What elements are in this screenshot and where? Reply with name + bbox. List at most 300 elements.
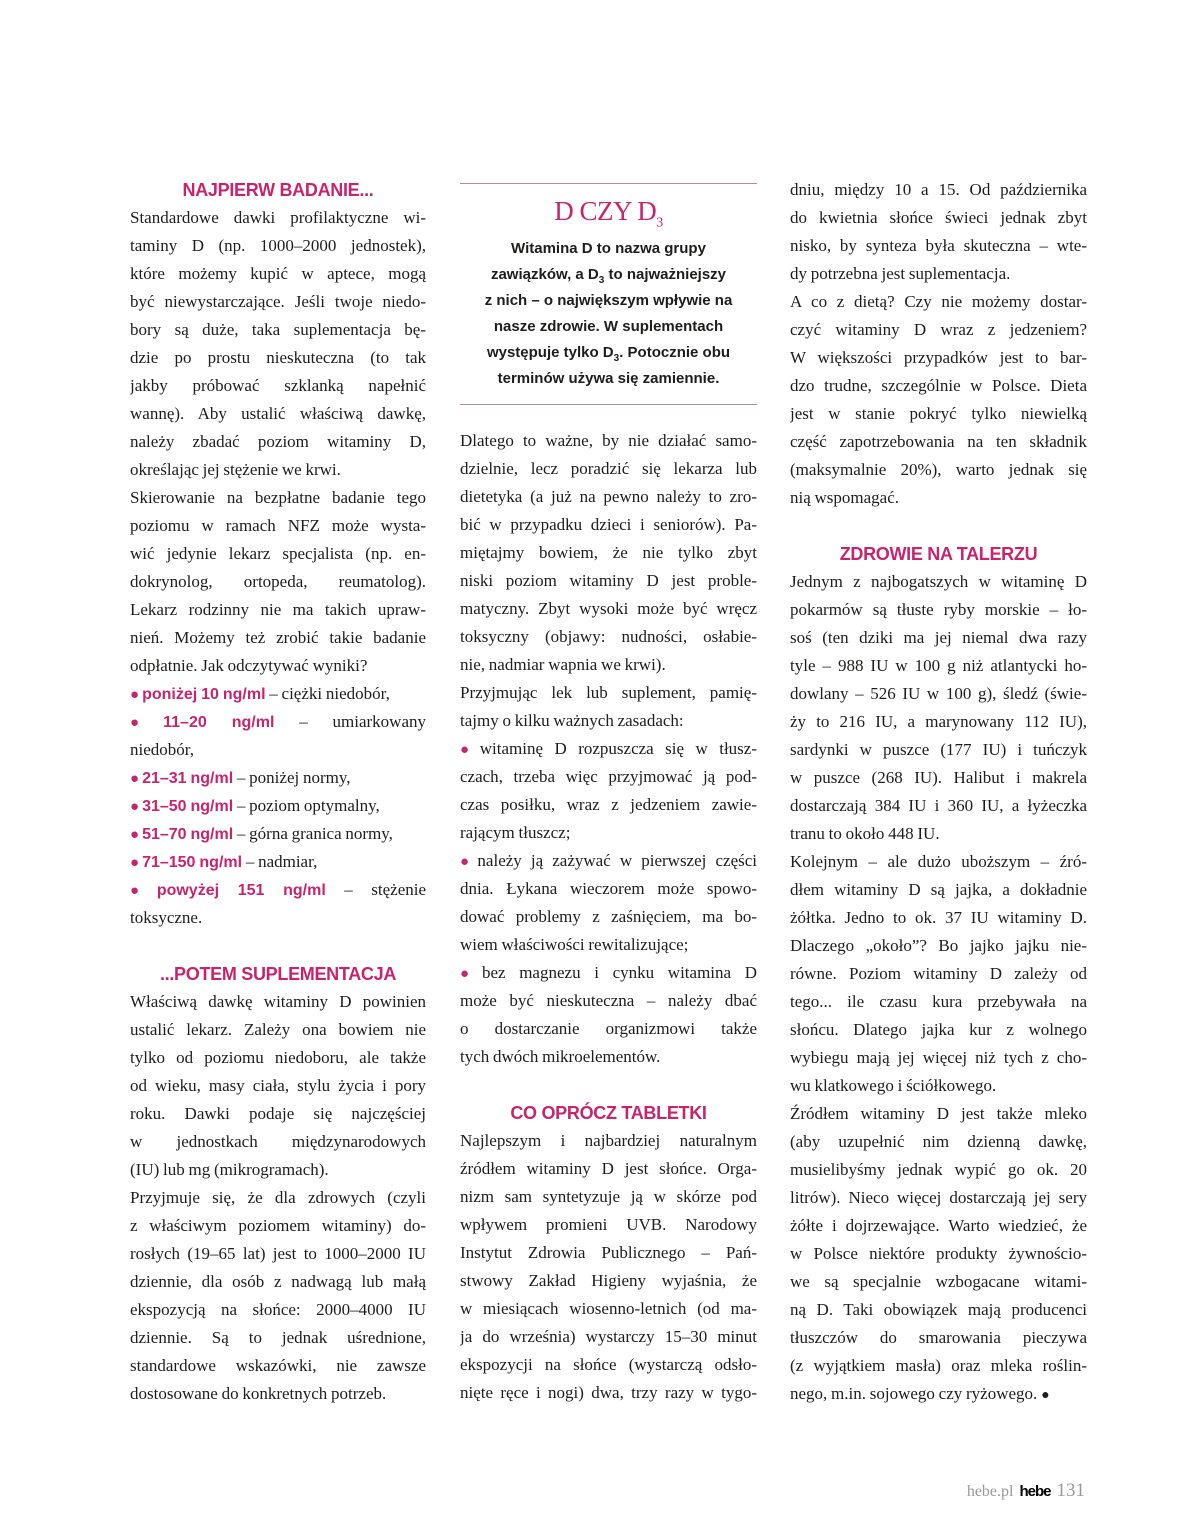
line-text: witaminę D rozpuszcza się w tłusz-: [479, 739, 757, 758]
line-text: dokrynolog, ortopeda, reumatolog).: [130, 572, 426, 591]
line-text: bić w przypadku dzieci i seniorów). Pa-: [460, 515, 757, 534]
line-text: nisko, by synteza była skuteczna – wte-: [790, 236, 1087, 255]
text-line: [790, 820, 1087, 848]
text-line: [790, 288, 1087, 316]
line-text: jakby próbować szklanką napełnić: [130, 376, 426, 395]
text-line: [790, 204, 1087, 232]
line-text: wić jedynie lekarz specjalista (np. en-: [130, 544, 426, 563]
line-text: żółte i dojrzewające. Warto wiedzieć, że: [790, 1216, 1087, 1235]
text-line: [130, 344, 426, 372]
text-line: [790, 1324, 1087, 1352]
line-text: – poziom optymalny,: [233, 796, 380, 815]
line-text: – ciężki niedobór,: [265, 684, 390, 703]
line-text: litrów). Nieco więcej dostarczają jej sery: [790, 1188, 1087, 1207]
text-line: [790, 848, 1087, 876]
text-line: [460, 1323, 757, 1351]
bullet-icon: ●: [130, 799, 140, 815]
text-line: [790, 484, 1087, 512]
highlight-range: poniżej 10 ng/ml: [142, 686, 266, 703]
highlight-range: 11–20 ng/ml: [163, 714, 275, 731]
line-text: odpłatnie. Jak odczytywać wyniki?: [130, 656, 368, 675]
text-line: [130, 792, 426, 820]
line-text: tych dwóch mikroelementów.: [460, 1047, 661, 1066]
line-text: dować problemy z zaśnięciem, ma bo-: [460, 907, 757, 926]
text-line: [790, 1016, 1087, 1044]
text-line: [790, 960, 1087, 988]
line-text: (aby uzupełnić nim dzienną dawkę,: [790, 1132, 1087, 1151]
bullet-item: [130, 764, 426, 792]
text-line: [460, 819, 757, 847]
box-text: z nich – o największym wpływie na: [484, 292, 733, 309]
text-line: [130, 904, 426, 932]
line-text: matyczny. Zbyt wysoki może być wręcz: [460, 599, 757, 618]
text-line: [790, 1128, 1087, 1156]
bullet-icon: ●: [460, 966, 479, 982]
bullet-icon: ●: [130, 883, 154, 899]
text-line: [460, 931, 757, 959]
box-line: [460, 314, 757, 340]
highlight-range: 31–50 ng/ml: [142, 798, 234, 815]
text-line: [130, 1268, 426, 1296]
text-line: [790, 596, 1087, 624]
line-text: dniu, między 10 a 15. Od października: [790, 180, 1087, 199]
text-line: [790, 876, 1087, 904]
line-text: W większości przypadków jest to bar-: [790, 348, 1087, 367]
line-text: bez magnezu i cynku witamina D: [481, 963, 757, 982]
text-line: [460, 1127, 757, 1155]
line-text: nią wspomagać.: [790, 488, 900, 507]
line-text: wpływem promieni UVB. Narodowy: [460, 1215, 757, 1234]
text-line: [460, 1211, 757, 1239]
bullet-item: [130, 876, 426, 932]
text-line: [790, 708, 1087, 736]
text-line: [130, 1380, 426, 1408]
line-text: równe. Poziom witaminy D zależy od: [790, 964, 1087, 983]
text-line: [130, 708, 426, 736]
text-line: [460, 1155, 757, 1183]
line-text: Instytut Zdrowia Publicznego – Pań-: [460, 1243, 757, 1262]
text-line: [130, 456, 426, 484]
line-text: dietetyka (a już na pewno należy to zro-: [460, 487, 757, 506]
section-heading: CO OPRÓCZ TABLETKI: [510, 1103, 707, 1123]
text-line: [790, 1212, 1087, 1240]
column-2: [460, 183, 757, 1407]
box-text: zawiązków, a D: [490, 266, 599, 283]
text-line: [790, 1380, 1087, 1408]
paragraph: [790, 568, 1087, 848]
line-text: być niewystarczające. Jeśli twoje niedo-: [130, 292, 426, 311]
box-title-text: D CZY D: [554, 196, 657, 226]
end-mark-icon: ●: [1041, 1388, 1050, 1403]
line-text: od wieku, masy ciała, stylu życia i pory: [130, 1076, 426, 1095]
text-line: [790, 988, 1087, 1016]
text-line: [460, 483, 757, 511]
text-line: [460, 1183, 757, 1211]
bullet-item: [130, 680, 426, 708]
text-line: [790, 568, 1087, 596]
line-text: tylko od poziomu niedoboru, ale także: [130, 1048, 426, 1067]
box-title-subscript: 3: [656, 215, 663, 231]
box-text: Witamina D to nazwa grupy: [511, 240, 706, 257]
box-text: nasze zdrowie. W suplementach: [493, 318, 724, 335]
line-text: dy potrzebna jest suplementacja.: [790, 264, 1011, 283]
line-text: Lekarz rodzinny nie ma takich upraw-: [130, 600, 426, 619]
text-line: [130, 820, 426, 848]
bullet-icon: ●: [460, 742, 477, 758]
text-line: [130, 1044, 426, 1072]
bullet-icon: ●: [130, 827, 140, 843]
text-line: [790, 624, 1087, 652]
paragraph: [790, 1100, 1087, 1408]
line-text: – stężenie: [325, 880, 426, 899]
line-text: toksyczne.: [130, 908, 203, 927]
line-text: dostarczają 384 IU i 360 IU, a łyżeczka: [790, 796, 1087, 815]
line-text: ustalić lekarz. Zależy ona bowiem nie: [130, 1020, 426, 1039]
text-line: [460, 679, 757, 707]
line-text: tłuszczów do smarowania pieczywa: [790, 1328, 1087, 1347]
line-text: dłem witaminy D są jajka, a dokładnie: [790, 880, 1087, 899]
text-line: [460, 539, 757, 567]
line-text: wiem właściwości rewitalizujące;: [460, 935, 689, 954]
line-text: poziomu w ramach NFZ może wysta-: [130, 516, 426, 535]
line-text: z właściwym poziomem witaminy) do-: [130, 1216, 426, 1235]
paragraph: [790, 288, 1087, 512]
text-line: [790, 1184, 1087, 1212]
line-text: stwowy Zakład Higieny wyjaśnia, że: [460, 1271, 757, 1290]
line-text: dowlany – 526 IU w 100 g), śledź (świe-: [790, 684, 1087, 703]
text-line: [460, 735, 757, 763]
text-line: [460, 903, 757, 931]
line-text: Właściwą dawkę witaminy D powinien: [130, 992, 426, 1011]
line-text: Przyjmując lek lub suplement, pamię-: [460, 683, 757, 702]
text-line: [460, 1015, 757, 1043]
line-text: – poniżej normy,: [233, 768, 351, 787]
box-text: występuje tylko D: [486, 344, 614, 361]
box-text: to najważniejszy: [604, 266, 727, 283]
line-text: dzo trudne, szczególnie w Polsce. Dieta: [790, 376, 1087, 395]
text-line: [460, 763, 757, 791]
text-line: [790, 736, 1087, 764]
line-text: jest w stanie pokryć tylko niewielką: [790, 404, 1087, 423]
line-text: tego... ile czasu kura przebywała na: [790, 992, 1087, 1011]
text-line: [460, 511, 757, 539]
paragraph: [460, 1127, 757, 1407]
line-text: (IU) lub mg (mikrogramach).: [130, 1160, 329, 1179]
text-line: [130, 1240, 426, 1268]
box-line: [460, 366, 757, 392]
line-text: Skierowanie na bezpłatne badanie tego: [130, 488, 426, 507]
line-text: – nadmiar,: [242, 852, 318, 871]
line-text: żółtka. Jedno to ok. 37 IU witaminy D.: [790, 908, 1087, 927]
line-text: wu klatkowego i ściółkowego.: [790, 1076, 997, 1095]
text-line: [790, 428, 1087, 456]
box-line: [460, 340, 757, 366]
box-line: [460, 288, 757, 314]
text-line: [790, 176, 1087, 204]
line-text: soś (ten dziki ma jej niemal dwa razy: [790, 628, 1087, 647]
sidebar-box: [460, 183, 757, 405]
text-line: [790, 792, 1087, 820]
line-text: dnia. Łykana wieczorem może spowo-: [460, 879, 757, 898]
text-line: [130, 288, 426, 316]
paragraph: [130, 204, 426, 484]
line-text: dostosowane do konkretnych potrzeb.: [130, 1384, 387, 1403]
text-line: [790, 1156, 1087, 1184]
text-line: [460, 651, 757, 679]
bullet-item: [460, 959, 757, 1071]
box-line: [460, 262, 757, 288]
text-line: [130, 316, 426, 344]
bullet-icon: ●: [130, 687, 140, 703]
line-text: we są specjalnie wzbogacane witami-: [790, 1272, 1087, 1291]
text-line: [460, 959, 757, 987]
column-1: [130, 176, 426, 1408]
line-text: Dlaczego „około”? Bo jajko jajku nie-: [790, 936, 1087, 955]
line-text: nego, m.in. sojowego czy ryżowego.: [790, 1384, 1038, 1403]
line-text: dziennie. Są to jednak uśrednione,: [130, 1328, 426, 1347]
text-line: [130, 428, 426, 456]
text-line: [790, 1100, 1087, 1128]
line-text: tranu to około 448 IU.: [790, 824, 940, 843]
text-line: [130, 1016, 426, 1044]
text-line: [790, 400, 1087, 428]
line-text: należy ją zażywać w pierwszej części: [477, 851, 757, 870]
line-text: nie, nadmiar wapnia we krwi).: [460, 655, 666, 674]
text-line: [790, 372, 1087, 400]
line-text: ży to 216 IU, a marynowany 112 IU),: [790, 712, 1087, 731]
bullet-item: [130, 848, 426, 876]
text-line: [130, 1296, 426, 1324]
line-text: toksyczny (objawy: nudności, osłabie-: [460, 627, 757, 646]
text-line: [460, 707, 757, 735]
text-line: [130, 1100, 426, 1128]
highlight-range: 21–31 ng/ml: [142, 770, 234, 787]
line-text: dzielnie, lecz poradzić się lekarza lub: [460, 459, 757, 478]
text-line: [460, 791, 757, 819]
text-line: [130, 624, 426, 652]
text-line: [130, 848, 426, 876]
text-line: [460, 1351, 757, 1379]
line-text: źródłem witaminy D jest słońce. Orga-: [460, 1159, 757, 1178]
line-text: bory są duże, taka suplementacja bę-: [130, 320, 426, 339]
text-line: [790, 1296, 1087, 1324]
text-line: [130, 736, 426, 764]
text-line: [790, 260, 1087, 288]
bullet-icon: ●: [130, 771, 140, 787]
text-line: [130, 568, 426, 596]
text-line: [130, 372, 426, 400]
line-text: które możemy kupić w aptece, mogą: [130, 264, 426, 283]
text-line: [130, 512, 426, 540]
text-line: [790, 764, 1087, 792]
line-text: określając jej stężenie we krwi.: [130, 460, 341, 479]
text-line: [130, 988, 426, 1016]
bullet-item: [130, 820, 426, 848]
line-text: wybiegu mają jej więcej niż tych z cho-: [790, 1048, 1087, 1067]
text-line: [460, 1239, 757, 1267]
line-text: należy zbadać poziom witaminy D,: [130, 432, 426, 451]
paragraph: [460, 679, 757, 735]
line-text: ekspozycji na słońce (wystarczą odsło-: [460, 1355, 757, 1374]
section-heading: ...POTEM SUPLEMENTACJA: [159, 964, 397, 984]
subscript: 3: [598, 275, 605, 286]
highlight-range: 71–150 ng/ml: [142, 854, 243, 871]
paragraph: [790, 848, 1087, 1100]
section-heading: NAJPIERW BADANIE...: [182, 180, 374, 200]
text-line: [460, 455, 757, 483]
line-text: – umiarkowany: [274, 712, 426, 731]
bullet-icon: ●: [130, 715, 161, 731]
paragraph: [130, 1184, 426, 1408]
page-number: 131: [1056, 1480, 1085, 1501]
line-text: wannę). Aby ustalić właściwą dawkę,: [130, 404, 426, 423]
line-text: może być nieskuteczna – należy dbać: [460, 991, 757, 1010]
text-line: [790, 652, 1087, 680]
bullet-item: [460, 847, 757, 959]
line-text: Przyjmuje się, że dla zdrowych (czyli: [130, 1188, 426, 1207]
line-text: standardowe wskazówki, nie zawsze: [130, 1356, 426, 1375]
line-text: w puszce (268 IU). Halibut i makrela: [790, 768, 1087, 787]
subscript: 3: [613, 353, 620, 364]
text-line: [460, 987, 757, 1015]
line-text: (z wyjątkiem masła) oraz mleka roślin-: [790, 1356, 1087, 1375]
text-line: [790, 344, 1087, 372]
line-text: rosłych (19–65 lat) jest to 1000–2000 IU: [130, 1244, 426, 1263]
text-line: [790, 456, 1087, 484]
text-line: [460, 427, 757, 455]
line-text: w miesiącach wiosenno-letnich (od ma-: [460, 1299, 757, 1318]
line-text: roku. Dawki podaje się najczęściej: [130, 1104, 426, 1123]
text-line: [130, 1156, 426, 1184]
text-line: [130, 1352, 426, 1380]
line-text: tyle – 988 IU w 100 g niż atlantycki ho-: [790, 656, 1087, 675]
line-text: do kwietnia słońce świeci jednak zbyt: [790, 208, 1087, 227]
line-text: (maksymalnie 20%), warto jednak się: [790, 460, 1087, 479]
paragraph: [130, 484, 426, 680]
text-line: [460, 1267, 757, 1295]
text-line: [460, 595, 757, 623]
text-line: [460, 1043, 757, 1071]
page-footer: [967, 1480, 1085, 1502]
line-text: tajmy o kilku ważnych zasadach:: [460, 711, 684, 730]
line-text: ekspozycją na słońce: 2000–4000 IU: [130, 1300, 426, 1319]
text-line: [130, 1212, 426, 1240]
text-line: [460, 567, 757, 595]
text-line: [130, 764, 426, 792]
paragraph: [460, 427, 757, 679]
line-text: w Polsce niektóre produkty żywnościo-: [790, 1244, 1087, 1263]
text-line: [130, 484, 426, 512]
text-line: [460, 847, 757, 875]
line-text: czach, trzeba więc przyjmować ją pod-: [460, 767, 757, 786]
text-line: [460, 875, 757, 903]
box-title: [460, 196, 757, 236]
text-line: [130, 596, 426, 624]
text-line: [790, 232, 1087, 260]
line-text: Standardowe dawki profilaktyczne wi-: [130, 208, 426, 227]
line-text: musielibyśmy jednak wypić go ok. 20: [790, 1160, 1087, 1179]
text-line: [790, 680, 1087, 708]
text-line: [460, 1295, 757, 1323]
line-text: miętajmy bowiem, że nie tylko zbyt: [460, 543, 757, 562]
text-line: [130, 204, 426, 232]
line-text: Najlepszym i najbardziej naturalnym: [460, 1131, 757, 1150]
line-text: niski poziom witaminy D jest proble-: [460, 571, 757, 590]
text-line: [460, 623, 757, 651]
section-heading: ZDROWIE NA TALERZU: [839, 544, 1038, 564]
text-line: [130, 1128, 426, 1156]
line-text: dzie po prostu nieskuteczna (to tak: [130, 348, 426, 367]
bullet-item: [130, 708, 426, 764]
line-text: sardynki w puszce (177 IU) i tuńczyk: [790, 740, 1087, 759]
line-text: Jednym z najbogatszych w witaminę D: [790, 572, 1087, 591]
text-line: [130, 652, 426, 680]
text-line: [790, 1072, 1087, 1100]
text-line: [130, 1184, 426, 1212]
column-3: [790, 176, 1087, 1408]
line-text: czyć witaminy D wraz z jedzeniem?: [790, 320, 1087, 339]
line-text: o dostarczanie organizmowi także: [460, 1019, 757, 1038]
box-text: terminów używa się zamiennie.: [497, 370, 720, 387]
bullet-item: [130, 792, 426, 820]
bullet-icon: ●: [130, 855, 140, 871]
line-text: słońcu. Dlatego jajka kur z wolnego: [790, 1020, 1087, 1039]
line-text: nizm sam syntetyzuje ją w skórze pod: [460, 1187, 757, 1206]
text-line: [130, 260, 426, 288]
text-line: [790, 932, 1087, 960]
highlight-range: powyżej 151 ng/ml: [156, 882, 326, 899]
line-text: nięte ręce i nogi) dwa, trzy razy w tygo-: [460, 1383, 757, 1402]
line-text: ja do września) wystarczy 15–30 minut: [460, 1327, 757, 1346]
text-line: [130, 232, 426, 260]
line-text: Kolejnym – ale dużo uboższym – źró-: [790, 852, 1087, 871]
text-line: [790, 316, 1087, 344]
line-text: ną D. Taki obowiązek mają producenci: [790, 1300, 1087, 1319]
brand-logo: hebe: [1019, 1483, 1051, 1500]
box-line: [460, 236, 757, 262]
text-line: [790, 1352, 1087, 1380]
line-text: A co z dietą? Czy nie możemy dostar-: [790, 292, 1087, 311]
text-line: [130, 1072, 426, 1100]
line-text: pokarmów są tłuste ryby morskie – ło-: [790, 600, 1087, 619]
text-line: [790, 1268, 1087, 1296]
line-text: czas posiłku, wraz z jedzeniem zawie-: [460, 795, 757, 814]
line-text: Źródłem witaminy D jest także mleko: [790, 1104, 1087, 1123]
line-text: dziennie, dla osób z nadwagą lub małą: [130, 1272, 426, 1291]
line-text: w jednostkach międzynarodowych: [130, 1132, 426, 1151]
line-text: część zapotrzebowania na ten składnik: [790, 432, 1087, 451]
bullet-icon: ●: [460, 854, 475, 870]
highlight-range: 51–70 ng/ml: [142, 826, 234, 843]
text-line: [130, 876, 426, 904]
line-text: taminy D (np. 1000–2000 jednostek),: [130, 236, 426, 255]
text-line: [130, 1324, 426, 1352]
text-line: [460, 1379, 757, 1407]
line-text: rającym tłuszcz;: [460, 823, 571, 842]
paragraph: [790, 176, 1087, 288]
line-text: Dlatego to ważne, by nie działać samo-: [460, 431, 757, 450]
text-line: [130, 680, 426, 708]
text-line: [790, 904, 1087, 932]
line-text: – górna granica normy,: [233, 824, 393, 843]
box-text: . Potocznie obu: [619, 344, 731, 361]
bullet-item: [460, 735, 757, 847]
text-line: [130, 400, 426, 428]
line-text: nień. Możemy też zrobić takie badanie: [130, 628, 426, 647]
text-line: [130, 540, 426, 568]
line-text: niedobór,: [130, 740, 194, 759]
text-line: [790, 1240, 1087, 1268]
